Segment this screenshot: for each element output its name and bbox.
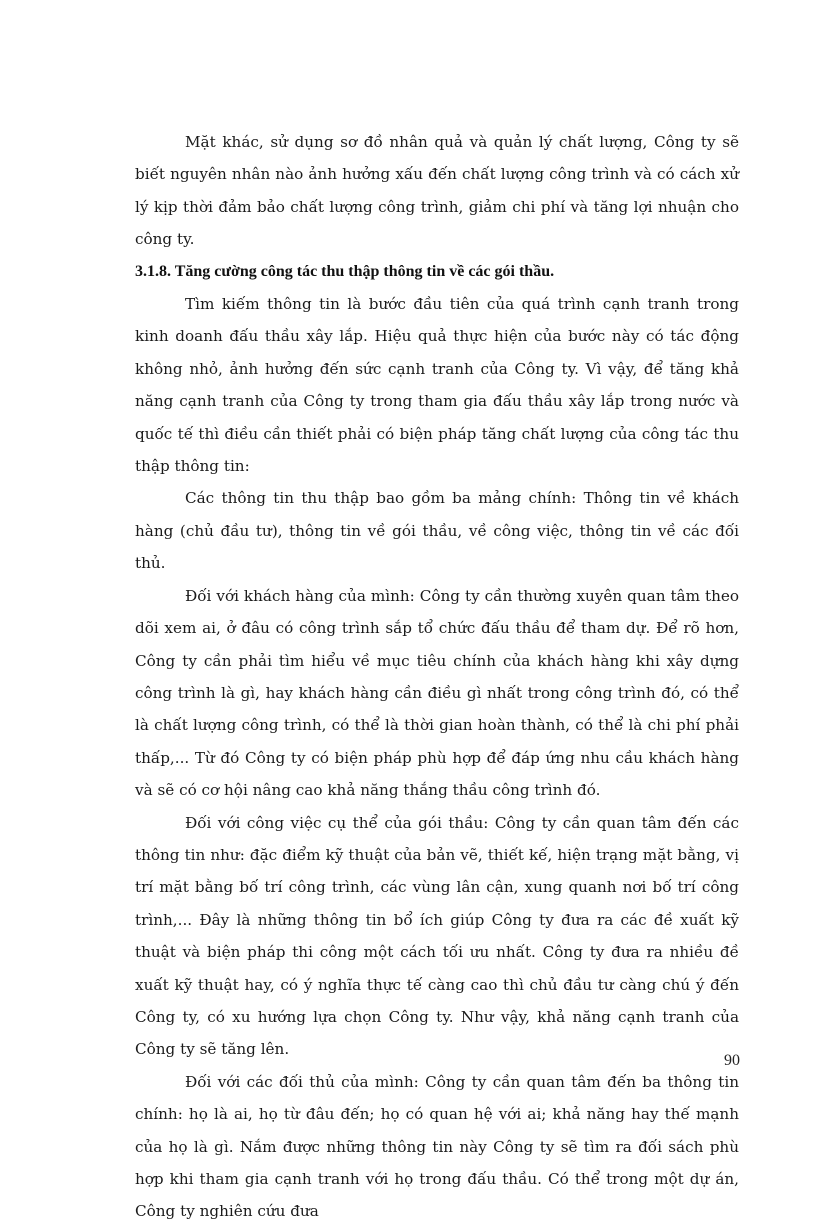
page-body — [135, 126, 739, 1228]
paragraph-intro: Mặt khác, sử dụng sơ đồ nhân quả và quản lý chất lượng, Công ty sẽ biết nguyên nhân nào ảnh hưởng xấu đến chất lượng công trình và có cách xử lý kịp thời đảm bảo chất lượng công trình, giảm chi phí và tăng lợi nhuận cho công ty. — [135, 133, 739, 249]
paragraph-information-types: Các thông tin thu thập bao gồm ba mảng chính: Thông tin về khách hàng (chủ đầu tư), thông tin về gói thầu, về công việc, thông tin về các đối thủ. — [135, 489, 739, 573]
paragraph-customers: Đối với khách hàng của mình: Công ty cần thường xuyên quan tâm theo dõi xem ai, ở đâu có công trình sắp tổ chức đấu thầu để tham dự. Để rõ hơn, Công ty cần phải tìm hiểu về mục tiêu chính của khách hàng khi xây dựng công trình là gì, hay khách hàng cần điều gì nhất trong công trình đó, có thể là chất lượng công trình, có thể là thời gian hoàn thành, có thể là chi phí phải thấp,... Từ đó Công ty có biện pháp phù hợp để đáp ứng nhu cầu khách hàng và sẽ có cơ hội nâng cao khả năng thắng thầu công trình đó. — [135, 586, 739, 800]
paragraph-information-search: Tìm kiếm thông tin là bước đầu tiên của quá trình cạnh tranh trong kinh doanh đấu thầu xây lắp. Hiệu quả thực hiện của bước này có tác động không nhỏ, ảnh hưởng đến sức cạnh tranh của Công ty. Vì vậy, để tăng khả năng cạnh tranh của Công ty trong tham gia đấu thầu xây lắp trong nước và quốc tế thì điều cần thiết phải có biện pháp tăng chất lượng của công tác thu thập thông tin: — [135, 295, 739, 476]
section-heading: 3.1.8. Tăng cường công tác thu thập thông tin về các gói thầu. — [135, 262, 555, 280]
page-number: 90 — [724, 1052, 740, 1069]
paragraph-competitors: Đối với các đối thủ của mình: Công ty cần quan tâm đến ba thông tin chính: họ là ai, họ từ đâu đến; họ có quan hệ với ai; khả năng hay thế mạnh của họ là gì. Nắm được những thông tin này Công ty sẽ tìm ra đối sách phù hợp khi tham gia cạnh tranh với họ trong đấu thầu. Có thể trong một dự án, Công ty nghiên cứu đưa — [135, 1072, 739, 1221]
paragraph-package-work: Đối với công việc cụ thể của gói thầu: Công ty cần quan tâm đến các thông tin như: đặc điểm kỹ thuật của bản vẽ, thiết kế, hiện trạng mặt bằng, vị trí mặt bằng bố trí công trình, các vùng lân cận, xung quanh nơi bố trí công trình,... Đây là những thông tin bổ ích giúp Công ty đưa ra các đề xuất kỹ thuật và biện pháp thi công một cách tối ưu nhất. Công ty đưa ra nhiều đề xuất kỹ thuật hay, có ý nghĩa thực tế càng cao thì chủ đầu tư càng chú ý đến Công ty, có xu hướng lựa chọn Công ty. Như vậy, khả năng cạnh tranh của Công ty sẽ tăng lên. — [135, 813, 739, 1059]
